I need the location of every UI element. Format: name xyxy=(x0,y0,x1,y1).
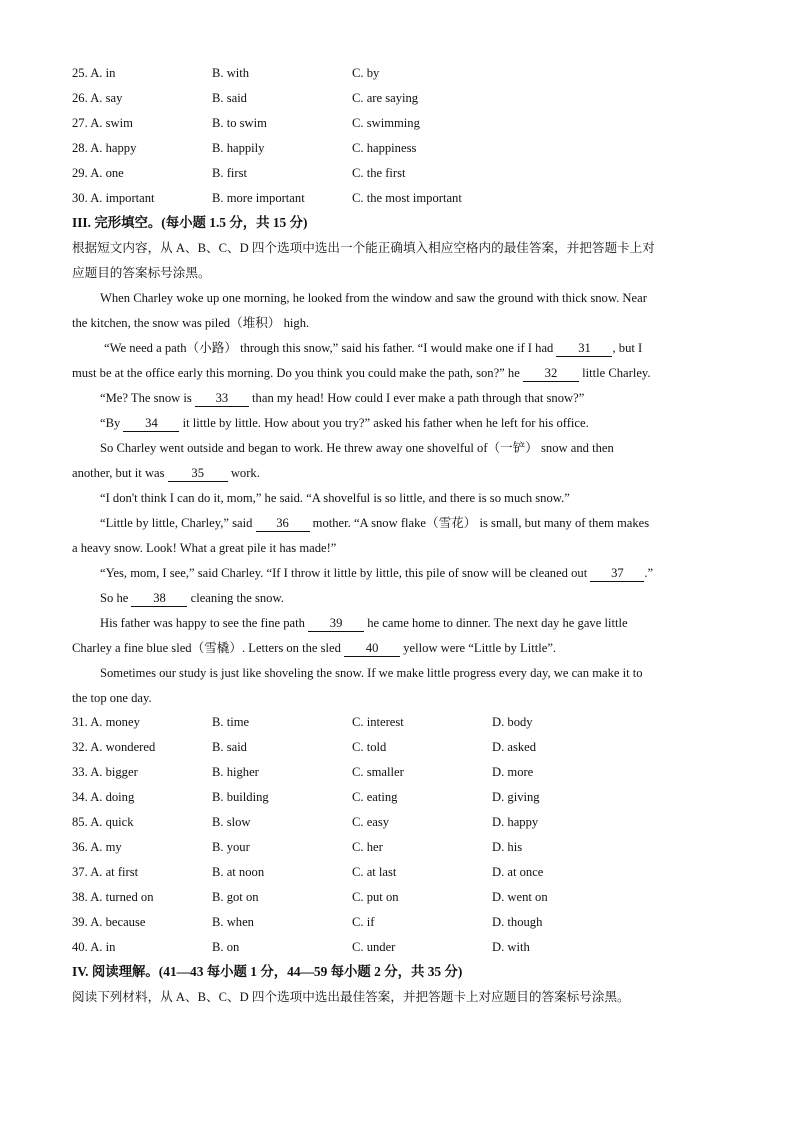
option-a: 25. A. in xyxy=(72,66,116,80)
passage-text: “Little by little, Charley,” said xyxy=(100,516,256,530)
option-c: C. are saying xyxy=(352,91,419,105)
option-row xyxy=(0,762,794,782)
option-a: 34. A. doing xyxy=(72,790,135,804)
option-c: C. the first xyxy=(352,166,406,180)
passage-text: His father was happy to see the fine path xyxy=(100,616,309,630)
blank-35: 35 xyxy=(168,465,228,482)
option-row xyxy=(0,737,794,757)
option-a: 32. A. wondered xyxy=(72,740,156,754)
option-a: 39. A. because xyxy=(72,915,146,929)
passage-text: another, but it was xyxy=(72,466,168,480)
passage-line xyxy=(100,563,653,583)
option-row xyxy=(0,188,794,208)
blank-34: 34 xyxy=(123,415,179,432)
option-b: B. at noon xyxy=(212,865,265,879)
option-b: B. first xyxy=(212,166,247,180)
passage-line: the kitchen, the snow was piled（堆积） high. xyxy=(72,316,310,330)
section-3-header: III. 完形填空。(每小题 1.5 分，共 15 分) xyxy=(72,215,308,230)
passage-line: a heavy snow. Look! What a great pile it has made!” xyxy=(72,541,337,555)
option-row xyxy=(0,912,794,932)
section-4-instruction: 阅读下列材料，从 A、B、C、D 四个选项中选出最佳答案，并把答题卡上对应题目的答案标号涂黑。 xyxy=(72,990,630,1004)
passage-line xyxy=(100,613,628,633)
section-3-instruction: 根据短文内容，从 A、B、C、D 四个选项中选出一个能正确填入相应空格内的最佳答案，并把答题卡上对 xyxy=(72,241,655,255)
passage-line xyxy=(100,413,589,433)
option-d: D. more xyxy=(492,765,534,779)
option-c: C. put on xyxy=(352,890,399,904)
passage-text: it little by little. How about you try?” asked his father when he left for his office. xyxy=(179,416,589,430)
option-a: 31. A. money xyxy=(72,715,140,729)
option-b: B. higher xyxy=(212,765,259,779)
passage-line xyxy=(72,638,556,658)
passage-line xyxy=(100,513,649,533)
option-d: D. at once xyxy=(492,865,544,879)
passage-text: work. xyxy=(227,466,260,480)
option-c: C. smaller xyxy=(352,765,404,779)
passage-line xyxy=(72,363,651,383)
option-c: C. at last xyxy=(352,865,397,879)
option-row xyxy=(0,113,794,133)
option-a: 26. A. say xyxy=(72,91,123,105)
option-c: C. told xyxy=(352,740,387,754)
option-a: 38. A. turned on xyxy=(72,890,154,904)
option-c: C. interest xyxy=(352,715,404,729)
option-b: B. slow xyxy=(212,815,251,829)
blank-33: 33 xyxy=(195,390,249,407)
passage-text: little Charley. xyxy=(578,366,651,380)
option-row xyxy=(0,787,794,807)
option-row xyxy=(0,88,794,108)
option-b: B. more important xyxy=(212,191,305,205)
section-3-instruction: 应题目的答案标号涂黑。 xyxy=(72,266,211,280)
option-a: 30. A. important xyxy=(72,191,155,205)
option-c: C. happiness xyxy=(352,141,417,155)
option-d: D. giving xyxy=(492,790,540,804)
blank-32: 32 xyxy=(523,365,579,382)
option-row xyxy=(0,163,794,183)
blank-38: 38 xyxy=(131,590,187,607)
option-b: B. when xyxy=(212,915,254,929)
option-d: D. with xyxy=(492,940,530,954)
passage-text: “Yes, mom, I see,” said Charley. “If I throw it little by little, this pile of snow will be cleaned out xyxy=(100,566,591,580)
blank-37: 37 xyxy=(590,565,644,582)
passage-line xyxy=(100,388,584,408)
passage-text: “By xyxy=(100,416,124,430)
option-b: B. building xyxy=(212,790,269,804)
passage-text: “Me? The snow is xyxy=(100,391,195,405)
passage-line xyxy=(72,463,260,483)
section-4-header: IV. 阅读理解。(41—43 每小题 1 分，44—59 每小题 2 分，共 35 分) xyxy=(72,964,463,979)
option-a: 28. A. happy xyxy=(72,141,137,155)
option-row xyxy=(0,937,794,957)
option-b: B. your xyxy=(212,840,250,854)
option-b: B. time xyxy=(212,715,250,729)
option-row xyxy=(0,712,794,732)
passage-text: .” xyxy=(644,566,654,580)
passage-text: “We need a path（小路） through this snow,” said his father. “I would make one if I had xyxy=(104,341,557,355)
option-d: D. though xyxy=(492,915,543,929)
blank-36: 36 xyxy=(256,515,310,532)
option-d: D. asked xyxy=(492,740,537,754)
option-b: B. to swim xyxy=(212,116,267,130)
option-a: 36. A. my xyxy=(72,840,122,854)
option-c: C. by xyxy=(352,66,380,80)
passage-text: he came home to dinner. The next day he gave little xyxy=(364,616,628,630)
option-row xyxy=(0,138,794,158)
passage-text: mother. “A snow flake（雪花） is small, but many of them makes xyxy=(309,516,650,530)
passage-text: cleaning the snow. xyxy=(187,591,284,605)
option-a: 33. A. bigger xyxy=(72,765,138,779)
option-c: C. her xyxy=(352,840,383,854)
option-b: B. with xyxy=(212,66,250,80)
option-a: 85. A. quick xyxy=(72,815,134,829)
option-a: 37. A. at first xyxy=(72,865,139,879)
option-row xyxy=(0,812,794,832)
option-b: B. said xyxy=(212,740,247,754)
option-a: 40. A. in xyxy=(72,940,116,954)
blank-31: 31 xyxy=(556,340,612,357)
option-c: C. under xyxy=(352,940,396,954)
option-c: C. eating xyxy=(352,790,398,804)
option-b: B. on xyxy=(212,940,240,954)
option-d: D. happy xyxy=(492,815,539,829)
option-row xyxy=(0,63,794,83)
option-a: 29. A. one xyxy=(72,166,124,180)
blank-40: 40 xyxy=(344,640,400,657)
passage-text: must be at the office early this morning. Do you think you could make the path, son?” he xyxy=(72,366,523,380)
passage-line: the top one day. xyxy=(72,691,152,705)
option-c: C. the most important xyxy=(352,191,462,205)
blank-39: 39 xyxy=(308,615,364,632)
passage-text: than my head! How could I ever make a path through that snow?” xyxy=(248,391,585,405)
option-d: D. body xyxy=(492,715,533,729)
passage-line: “I don't think I can do it, mom,” he said. “A shovelful is so little, and there is so much snow.” xyxy=(100,491,570,505)
passage-text: yellow were “Little by Little”. xyxy=(400,641,557,655)
passage-text: , but I xyxy=(612,341,643,355)
passage-line: When Charley woke up one morning, he looked from the window and saw the ground with thick snow. Near xyxy=(100,291,647,305)
passage-text: Charley a fine blue sled（雪橇）. Letters on the sled xyxy=(72,641,345,655)
option-row xyxy=(0,887,794,907)
passage-line: Sometimes our study is just like shoveling the snow. If we make little progress every day, we can make it to xyxy=(100,666,643,680)
option-c: C. swimming xyxy=(352,116,420,130)
option-d: D. his xyxy=(492,840,523,854)
option-b: B. happily xyxy=(212,141,265,155)
option-a: 27. A. swim xyxy=(72,116,133,130)
option-row xyxy=(0,862,794,882)
option-d: D. went on xyxy=(492,890,548,904)
passage-text: So he xyxy=(100,591,132,605)
option-row xyxy=(0,837,794,857)
passage-line: So Charley went outside and began to work. He threw away one shovelful of（一铲） snow and then xyxy=(100,441,614,455)
option-c: C. if xyxy=(352,915,375,929)
option-b: B. said xyxy=(212,91,247,105)
passage-line xyxy=(100,588,284,608)
passage-line xyxy=(104,338,642,358)
option-c: C. easy xyxy=(352,815,390,829)
option-b: B. got on xyxy=(212,890,259,904)
